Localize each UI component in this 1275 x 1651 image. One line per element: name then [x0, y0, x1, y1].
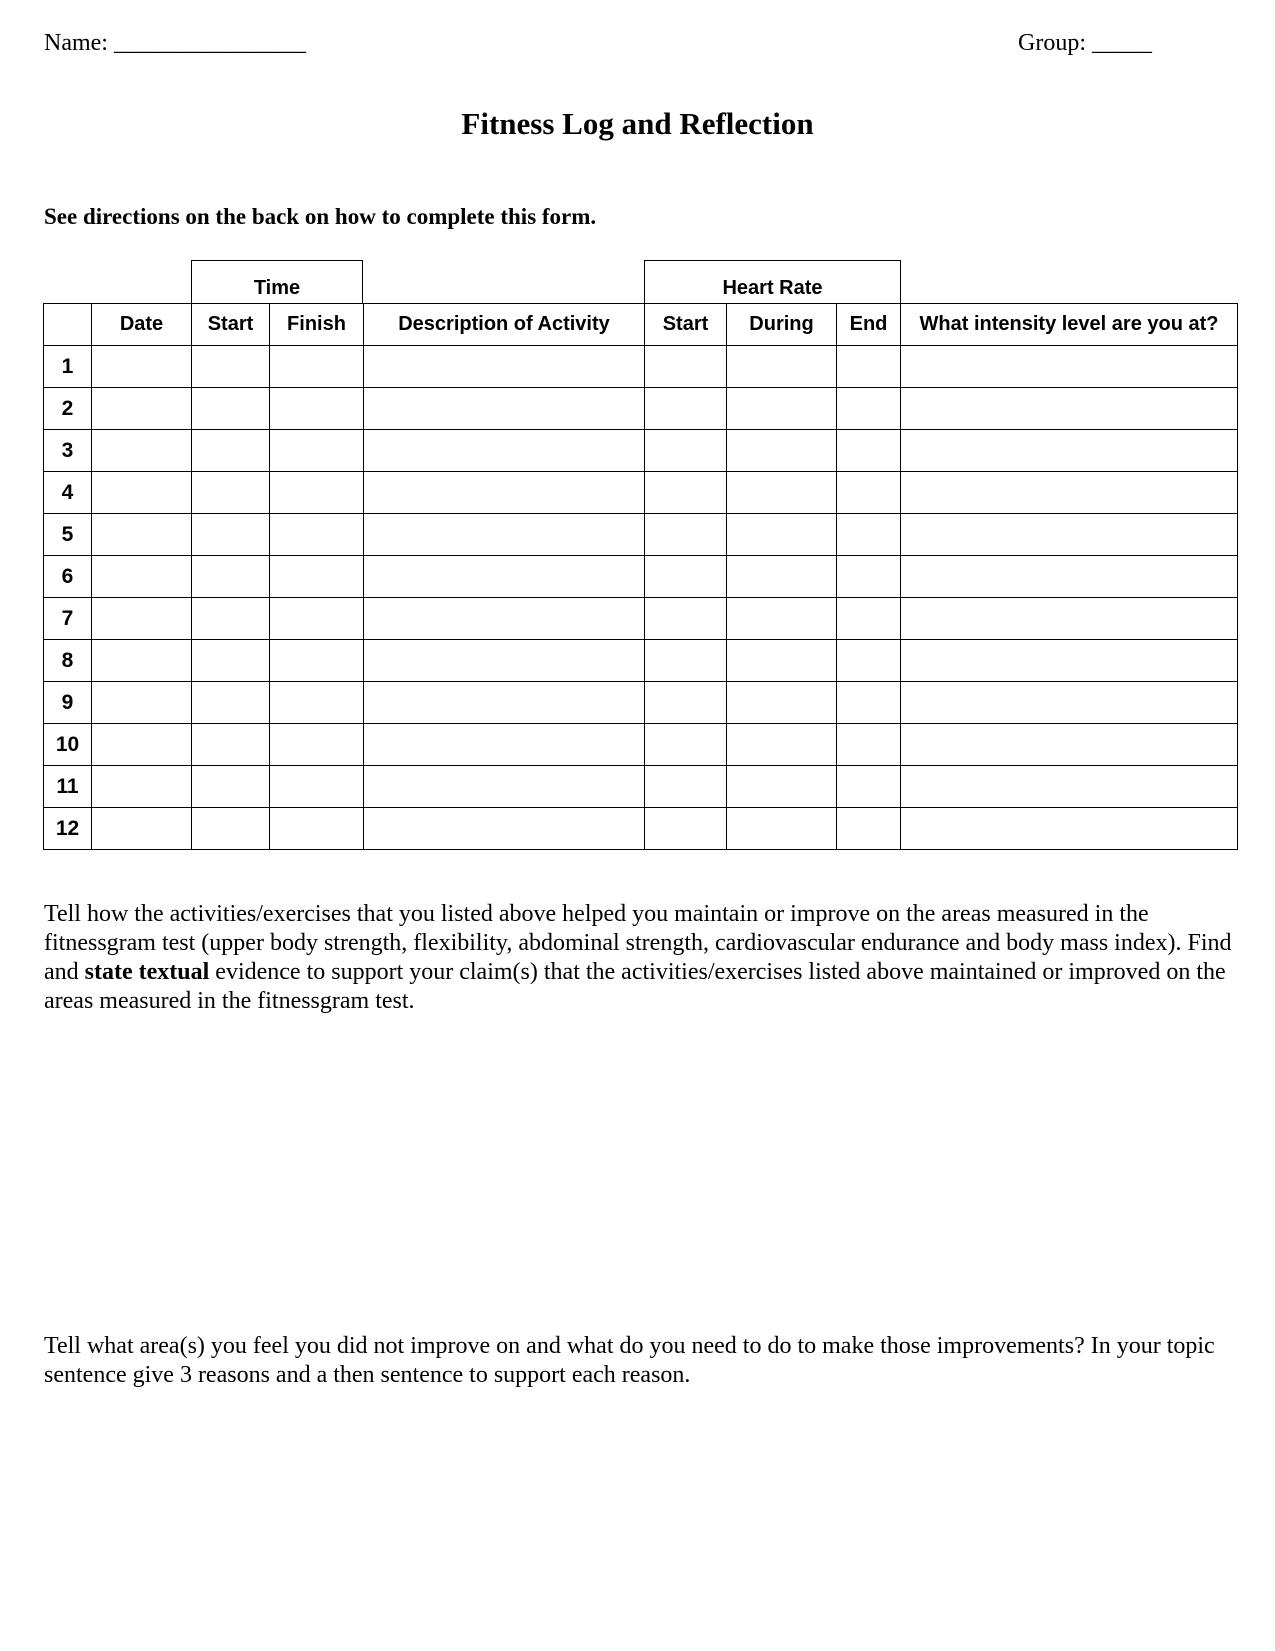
row-number: 8 — [44, 640, 92, 682]
hr-during-cell — [727, 556, 837, 598]
column-header-time-start: Start — [192, 304, 270, 346]
table-row — [44, 430, 1238, 472]
column-header-number — [44, 304, 92, 346]
table-row — [44, 724, 1238, 766]
intensity-cell — [901, 640, 1238, 682]
hr-during-cell — [727, 472, 837, 514]
time-start-cell — [192, 430, 270, 472]
intensity-cell — [901, 808, 1238, 850]
description-cell — [364, 808, 645, 850]
time-start-cell — [192, 724, 270, 766]
column-header-hr-start: Start — [645, 304, 727, 346]
table-row — [44, 556, 1238, 598]
reflection-question-1 — [44, 900, 1239, 1016]
row-number: 10 — [44, 724, 92, 766]
fitness-log-table — [43, 303, 1238, 850]
hr-during-cell — [727, 346, 837, 388]
hr-start-cell — [645, 598, 727, 640]
hr-during-cell — [727, 766, 837, 808]
table-row — [44, 808, 1238, 850]
description-cell — [364, 472, 645, 514]
time-finish-cell — [270, 514, 364, 556]
hr-start-cell — [645, 640, 727, 682]
hr-during-cell — [727, 598, 837, 640]
row-number: 6 — [44, 556, 92, 598]
time-finish-cell — [270, 556, 364, 598]
time-start-cell — [192, 388, 270, 430]
intensity-cell — [901, 766, 1238, 808]
column-header-time-finish: Finish — [270, 304, 364, 346]
intensity-cell — [901, 388, 1238, 430]
description-cell — [364, 598, 645, 640]
time-finish-cell — [270, 640, 364, 682]
description-cell — [364, 346, 645, 388]
time-finish-cell — [270, 808, 364, 850]
time-start-cell — [192, 346, 270, 388]
hr-end-cell — [837, 598, 901, 640]
question-1-emphasis: state textual — [84, 959, 210, 985]
column-header-date: Date — [92, 304, 192, 346]
time-start-cell — [192, 766, 270, 808]
hr-end-cell — [837, 640, 901, 682]
time-finish-cell — [270, 682, 364, 724]
time-group-header: Time — [191, 260, 363, 304]
column-header-intensity: What intensity level are you at? — [901, 304, 1238, 346]
hr-start-cell — [645, 766, 727, 808]
date-cell — [92, 682, 192, 724]
date-cell — [92, 514, 192, 556]
table-row — [44, 514, 1238, 556]
date-cell — [92, 346, 192, 388]
time-start-cell — [192, 556, 270, 598]
table-row — [44, 388, 1238, 430]
hr-end-cell — [837, 430, 901, 472]
time-start-cell — [192, 808, 270, 850]
date-cell — [92, 724, 192, 766]
row-number: 7 — [44, 598, 92, 640]
date-cell — [92, 472, 192, 514]
table-row — [44, 472, 1238, 514]
row-number: 9 — [44, 682, 92, 724]
time-finish-cell — [270, 724, 364, 766]
table-header-row — [44, 304, 1238, 346]
time-finish-cell — [270, 430, 364, 472]
hr-during-cell — [727, 682, 837, 724]
time-start-cell — [192, 514, 270, 556]
date-cell — [92, 808, 192, 850]
intensity-cell — [901, 598, 1238, 640]
time-finish-cell — [270, 388, 364, 430]
time-start-cell — [192, 598, 270, 640]
row-number: 1 — [44, 346, 92, 388]
intensity-cell — [901, 430, 1238, 472]
table-row — [44, 640, 1238, 682]
time-finish-cell — [270, 598, 364, 640]
column-header-hr-during: During — [727, 304, 837, 346]
hr-end-cell — [837, 724, 901, 766]
group-field: Group: _____ — [1018, 30, 1152, 56]
description-cell — [364, 430, 645, 472]
description-cell — [364, 514, 645, 556]
table-row — [44, 346, 1238, 388]
hr-start-cell — [645, 514, 727, 556]
row-number: 12 — [44, 808, 92, 850]
hr-end-cell — [837, 766, 901, 808]
row-number: 2 — [44, 388, 92, 430]
hr-start-cell — [645, 556, 727, 598]
table-row — [44, 766, 1238, 808]
hr-during-cell — [727, 430, 837, 472]
date-cell — [92, 388, 192, 430]
row-number: 4 — [44, 472, 92, 514]
reflection-question-2: Tell what area(s) you feel you did not improve on and what do you need to do to make those improvements? In your topic sentence give 3 reasons and a then sentence to support each reason. — [44, 1333, 1215, 1388]
row-number: 11 — [44, 766, 92, 808]
hr-start-cell — [645, 388, 727, 430]
hr-end-cell — [837, 514, 901, 556]
hr-during-cell — [727, 640, 837, 682]
row-number: 5 — [44, 514, 92, 556]
hr-start-cell — [645, 808, 727, 850]
hr-end-cell — [837, 388, 901, 430]
intensity-cell — [901, 556, 1238, 598]
description-cell — [364, 724, 645, 766]
description-cell — [364, 640, 645, 682]
hr-during-cell — [727, 388, 837, 430]
hr-end-cell — [837, 472, 901, 514]
hr-start-cell — [645, 430, 727, 472]
date-cell — [92, 430, 192, 472]
column-header-hr-end: End — [837, 304, 901, 346]
time-start-cell — [192, 682, 270, 724]
date-cell — [92, 766, 192, 808]
intensity-cell — [901, 724, 1238, 766]
hr-start-cell — [645, 724, 727, 766]
intensity-cell — [901, 514, 1238, 556]
time-start-cell — [192, 472, 270, 514]
time-finish-cell — [270, 346, 364, 388]
description-cell — [364, 556, 645, 598]
description-cell — [364, 682, 645, 724]
question-1-text-part1: Tell how the activities/exercises that you listed above helped you maintain or improve on the areas measured in the fitnessgram test (upper body strength, flexibility, abdominal strength, cardiovascular endurance and body mass index). Find and — [44, 901, 1232, 985]
table-body — [44, 346, 1238, 850]
hr-during-cell — [727, 724, 837, 766]
time-finish-cell — [270, 472, 364, 514]
time-finish-cell — [270, 766, 364, 808]
hr-end-cell — [837, 346, 901, 388]
question-1-text-part2: evidence to support your claim(s) that the activities/exercises listed above maintained or improved on the areas measured in the fitnessgram test. — [44, 959, 1226, 1014]
table-row — [44, 682, 1238, 724]
heart-rate-group-header: Heart Rate — [644, 260, 901, 304]
date-cell — [92, 556, 192, 598]
hr-end-cell — [837, 556, 901, 598]
date-cell — [92, 598, 192, 640]
page-title: Fitness Log and Reflection — [461, 106, 814, 141]
hr-during-cell — [727, 514, 837, 556]
column-header-description: Description of Activity — [364, 304, 645, 346]
hr-start-cell — [645, 472, 727, 514]
hr-end-cell — [837, 808, 901, 850]
intensity-cell — [901, 682, 1238, 724]
hr-end-cell — [837, 682, 901, 724]
date-cell — [92, 640, 192, 682]
name-field: Name: ________________ — [44, 30, 306, 56]
hr-start-cell — [645, 682, 727, 724]
description-cell — [364, 766, 645, 808]
time-start-cell — [192, 640, 270, 682]
table-row — [44, 598, 1238, 640]
row-number: 3 — [44, 430, 92, 472]
hr-during-cell — [727, 808, 837, 850]
directions-text: See directions on the back on how to complete this form. — [44, 204, 597, 229]
intensity-cell — [901, 346, 1238, 388]
hr-start-cell — [645, 346, 727, 388]
intensity-cell — [901, 472, 1238, 514]
description-cell — [364, 388, 645, 430]
